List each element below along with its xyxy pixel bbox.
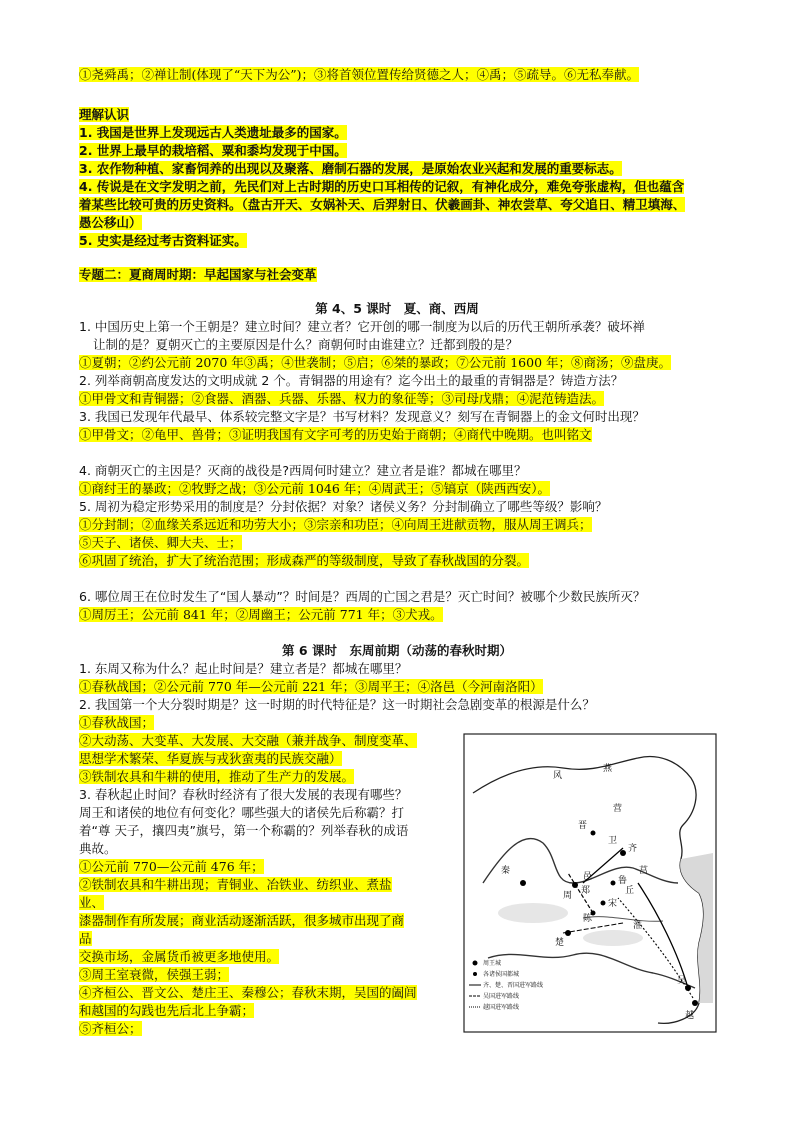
map-label: 鲁 [618, 876, 628, 886]
map-label: 丘 [625, 886, 635, 896]
l6-answer-3a: ①公元前 770—公元前 476 年； [79, 859, 264, 874]
answer-3: ①甲骨文；②龟甲、兽骨；③证明我国有文字可考的历史始于商朝；④商代中晚期。也叫铭文 [79, 427, 592, 442]
topic-two-heading: 专题二：夏商周时期：早起国家与社会变革 [79, 267, 317, 282]
question-2: 2. 列举商朝高度发达的文明成就 2 个。青铜器的用途有？迄今出土的最重的青铜器是？铸造方法？ [79, 373, 624, 388]
map-label: 宋 [608, 899, 618, 909]
map-label: 郑 [581, 886, 591, 896]
understanding-item-4c: 愚公移山） [79, 215, 142, 230]
answer-5b: ⑤天子、诸侯、卿大夫、士； [79, 535, 242, 550]
l6-answer-2b: ②大动荡、大变革、大发展、大交融（兼并战争、制度变革、 [79, 733, 417, 748]
l6-answer-2a: ①春秋战国； [79, 715, 155, 730]
spring-autumn-map [463, 733, 717, 1033]
l6-answer-3d: 漆器制作有所发展；商业活动逐渐活跃，很多城市出现了商 [79, 913, 405, 928]
legend-symbol [473, 961, 478, 966]
l6-question-3a: 3. 春秋起止时间？春秋时经济有了很大发展的表现有哪些？ [79, 787, 408, 802]
l6-answer-3g: ③周王室衰微，侯强王弱； [79, 967, 230, 982]
map-label: 陈 [583, 914, 593, 924]
question-5: 5. 周初为稳定形势采用的制度是？分封依据？对象？诸侯义务？分封制确立了哪些等级？影响？ [79, 499, 608, 514]
lesson-4-5-title: 第 4、5 课时 夏、商、西周 [315, 301, 479, 316]
map-label: 吴 [677, 976, 687, 986]
l6-question-3d: 典故。 [79, 841, 117, 856]
understanding-item-3: 3. 农作物种植、家畜饲养的出现以及聚落、磨制石器的发展，是原始农业兴起和发展的重要标志。 [79, 161, 622, 176]
terrain-patch [498, 903, 568, 923]
capital-yue [692, 1000, 698, 1006]
map-label: 营 [613, 804, 623, 814]
map-label: 齐 [628, 844, 638, 854]
answer-4: ①商纣王的暴政；②牧野之战；③公元前 1046 年；④周武王；⑤镐京（陕西西安）。 [79, 481, 551, 496]
l6-answer-3b: ②铁制农具和牛耕出现；青铜业、冶铁业、纺织业、煮盐 [79, 877, 392, 892]
answer-line-prev: ①尧舜禹；②禅让制(体现了“天下为公”)；③将首领位置传给贤德之人；④禹；⑤疏导。⑥无私奉献。 [79, 67, 640, 82]
capital-qin [520, 880, 526, 886]
question-6: 6. 哪位周王在位时发生了“国人暴动”？时间是？西周的亡国之君是？灭亡时间？被哪个少数民族所灭？ [79, 589, 646, 604]
capital-chu [565, 930, 571, 936]
l6-question-3c: 着“尊 天子，攘四夷”旗号，第一个称霸的？列举春秋的成语 [79, 823, 409, 838]
capital-song [601, 901, 606, 906]
l6-question-1: 1. 东周又称为什么？起止时间是？建立者是？都城在哪里？ [79, 661, 408, 676]
map-label: 秦 [501, 866, 511, 876]
answer-5a: ①分封制；②血缘关系远近和功劳大小；③宗亲和功臣；④向周王进献贡物，服从周王调兵； [79, 517, 592, 532]
understanding-item-1: 1. 我国是世界上发现远古人类遗址最多的国家。 [79, 125, 347, 140]
capital-lu [611, 881, 616, 886]
question-3: 3. 我国已发现年代最早、体系较完整文字是？书写材料？发现意义？刻写在青铜器上的金文何时出现？ [79, 409, 645, 424]
l6-answer-2c: 思想学术繁荣、华夏族与戎狄蛮夷的民族交融） [79, 751, 342, 766]
capital-zhou [572, 882, 578, 888]
l6-answer-1: ①春秋战国；②公元前 770 年—公元前 221 年；③周平王；④洛邑（今河南洛阳） [79, 679, 543, 694]
legend-item: 周王城 [483, 960, 502, 967]
map-label: 燕 [603, 764, 613, 774]
map-label: 风 [553, 771, 563, 781]
lesson-6-title: 第 6 课时 东周前期（动荡的春秋时期） [282, 643, 512, 658]
l6-answer-3i: 和越国的勾践也先后北上争霸； [79, 1003, 255, 1018]
legend-item: 各诸侯国都城 [483, 971, 520, 978]
map-label: 邑 [583, 872, 593, 882]
question-4: 4. 商朝灭亡的主因是？灭商的战役是?西周何时建立？建立者是谁？都城在哪里？ [79, 463, 527, 478]
terrain-patch [583, 930, 643, 946]
l6-answer-3f: 交换市场，金属货币被更多地使用。 [79, 949, 280, 964]
understanding-item-4b: 着某些比较可贵的历史资料。（盘古开天、女娲补天、后羿射日、伏羲画卦、神农尝草、夸父追日、精卫填海、 [79, 197, 686, 212]
l6-question-2: 2. 我国第一个大分裂时期是？这一时期的时代特征是？这一时期社会急剧变革的根源是什么？ [79, 697, 595, 712]
map-label: 越 [685, 1011, 695, 1021]
map-label: 莒 [639, 866, 649, 876]
map-label: 淮 [633, 921, 643, 931]
answer-2: ①甲骨文和青铜器；②食器、酒器、兵器、乐器、权力的象征等；③司母戊鼎；④泥范铸造法。 [79, 391, 605, 406]
question-1a: 1. 中国历史上第一个王朝是？建立时间？建立者？它开创的哪一制度为以后的历代王朝所承袭？破坏禅 [79, 319, 645, 334]
map-graphic [463, 733, 717, 1033]
answer-6: ①周厉王；公元前 841 年；②周幽王；公元前 771 年；③犬戎。 [79, 607, 443, 622]
question-1b: 让制的是？夏朝灭亡的主要原因是什么？商朝何时由谁建立？迁都到殷的是？ [93, 337, 519, 352]
understanding-item-4a: 4. 传说是在文字发明之前，先民们对上古时期的历史口耳相传的记叙，有神化成分，难免夸张虚构，但也蕴含 [79, 179, 685, 194]
l6-answer-3c: 业、 [79, 895, 105, 910]
understanding-item-2: 2. 世界上最早的栽培稻、粟和黍均发现于中国。 [79, 143, 347, 158]
capital-jin [591, 831, 596, 836]
l6-answer-3e: 品 [79, 931, 92, 946]
map-label: 晋 [578, 821, 588, 831]
answer-5c: ⑥巩固了统治，扩大了统治范围；形成森严的等级制度，导致了春秋战国的分裂。 [79, 553, 530, 568]
l6-answer-3h: ④齐桓公、晋文公、楚庄王、秦穆公；春秋末期，吴国的阖闾 [79, 985, 417, 1000]
map-label: 卫 [608, 836, 618, 846]
legend-item: 齐、楚、晋国进军路线 [483, 982, 544, 989]
legend-item: 吴国进军路线 [483, 993, 520, 1000]
legend-symbol [473, 972, 477, 976]
map-label: 楚 [555, 938, 565, 948]
answer-1: ①夏朝；②约公元前 2070 年③禹；④世袭制；⑤启；⑥桀的暴政；⑦公元前 1600 年；⑧商汤；⑨盘庚。 [79, 355, 672, 370]
l6-answer-2d: ③铁制农具和牛耕的使用，推动了生产力的发展。 [79, 769, 355, 784]
legend-item: 越国进军路线 [483, 1004, 520, 1011]
capital-qi [620, 850, 626, 856]
understanding-heading: 理解认识 [79, 107, 130, 122]
l6-answer-3j: ⑤齐桓公； [79, 1021, 142, 1036]
understanding-item-5: 5. 史实是经过考古资料证实。 [79, 233, 247, 248]
map-label: 周 [563, 891, 573, 901]
l6-question-3b: 周王和诸侯的地位有何变化？哪些强大的诸侯先后称霸？打 [79, 805, 405, 820]
